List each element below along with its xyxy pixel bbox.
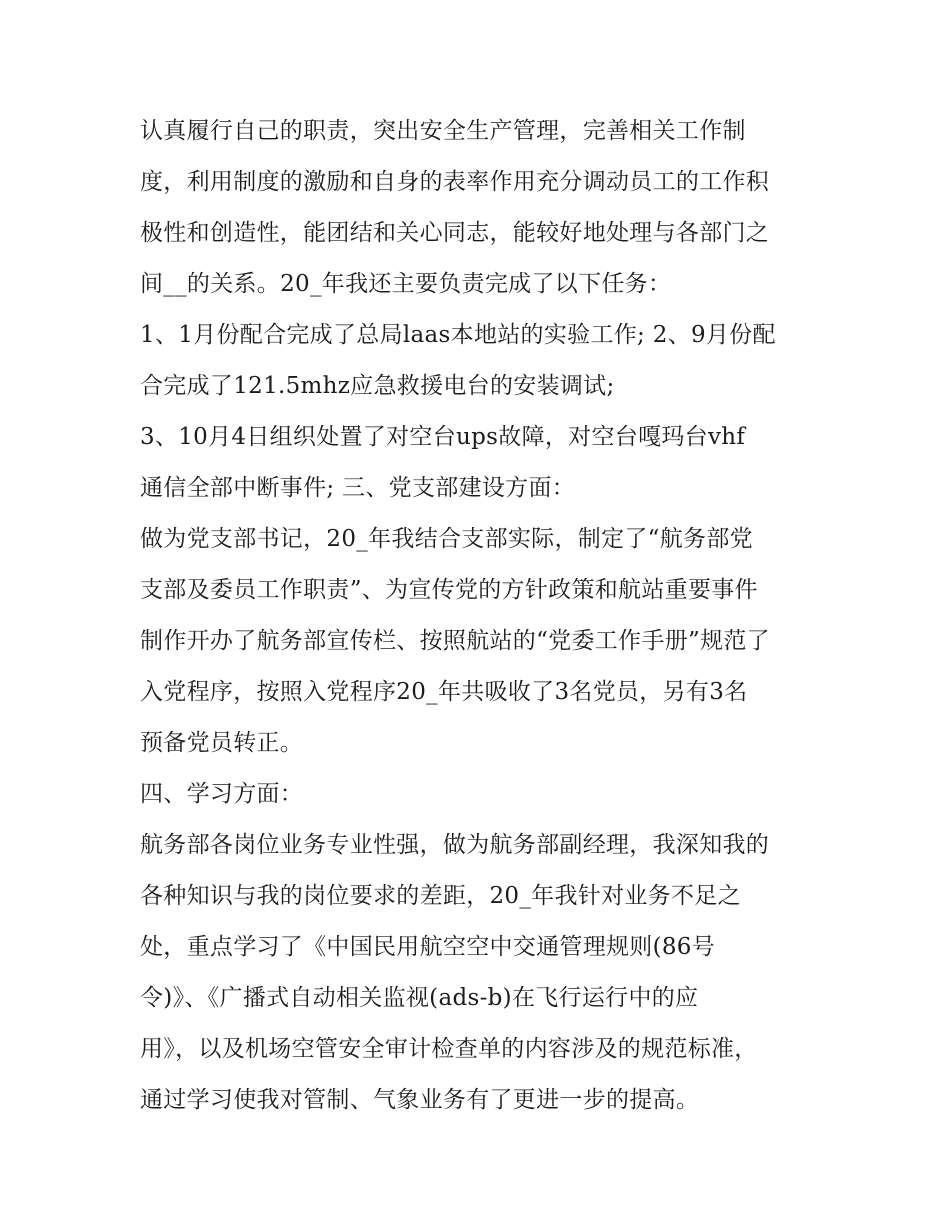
text-line: 处，重点学习了《中国民用航空空中交通管理规则(86号 — [140, 934, 716, 960]
text-line: 预备党员转正。 — [140, 730, 304, 756]
text-line: 做为党支部书记，20_年我结合支部实际，制定了“航务部党 — [140, 526, 753, 552]
text-line: 1、1月份配合完成了总局laas本地站的实验工作; 2、9月份配 — [140, 322, 776, 348]
text-line: 航务部各岗位业务专业性强，做为航务部副经理，我深知我的 — [140, 832, 770, 858]
text-line: 入党程序，按照入党程序20_年共吸收了3名党员，另有3名 — [140, 679, 748, 705]
section-heading: 四、学习方面： — [140, 781, 304, 807]
text-line: 合完成了121.5mhz应急救援电台的安装调试; — [140, 373, 615, 399]
text-line: 制作开办了航务部宣传栏、按照航站的“党委工作手册”规范了 — [140, 628, 770, 654]
text-line: 度，利用制度的激励和自身的表率作用充分调动员工的工作积 — [140, 169, 770, 195]
text-line: 令)》、《广播式自动相关监视(ads-b)在飞行运行中的应 — [140, 985, 699, 1011]
text-line: 各种知识与我的岗位要求的差距，20_年我针对业务不足之 — [140, 883, 741, 909]
text-line: 支部及委员工作职责”、为宣传党的方针政策和航站重要事件 — [140, 577, 758, 603]
text-line: 极性和创造性，能团结和关心同志，能较好地处理与各部门之 — [140, 220, 770, 246]
text-line: 间__的关系。20_年我还主要负责完成了以下任务： — [140, 271, 672, 297]
text-line: 通过学习使我对管制、气象业务有了更进一步的提高。 — [140, 1087, 700, 1113]
text-line: 认真履行自己的职责，突出安全生产管理，完善相关工作制 — [140, 118, 746, 144]
text-line: 用》，以及机场空管安全审计检查单的内容涉及的规范标准， — [140, 1036, 758, 1062]
text-line: 通信全部中断事件; 三、党支部建设方面： — [140, 475, 576, 501]
text-line: 3、10月4日组织处置了对空台ups故障，对空台嘎玛台vhf — [140, 424, 746, 450]
document-body — [140, 106, 830, 1126]
